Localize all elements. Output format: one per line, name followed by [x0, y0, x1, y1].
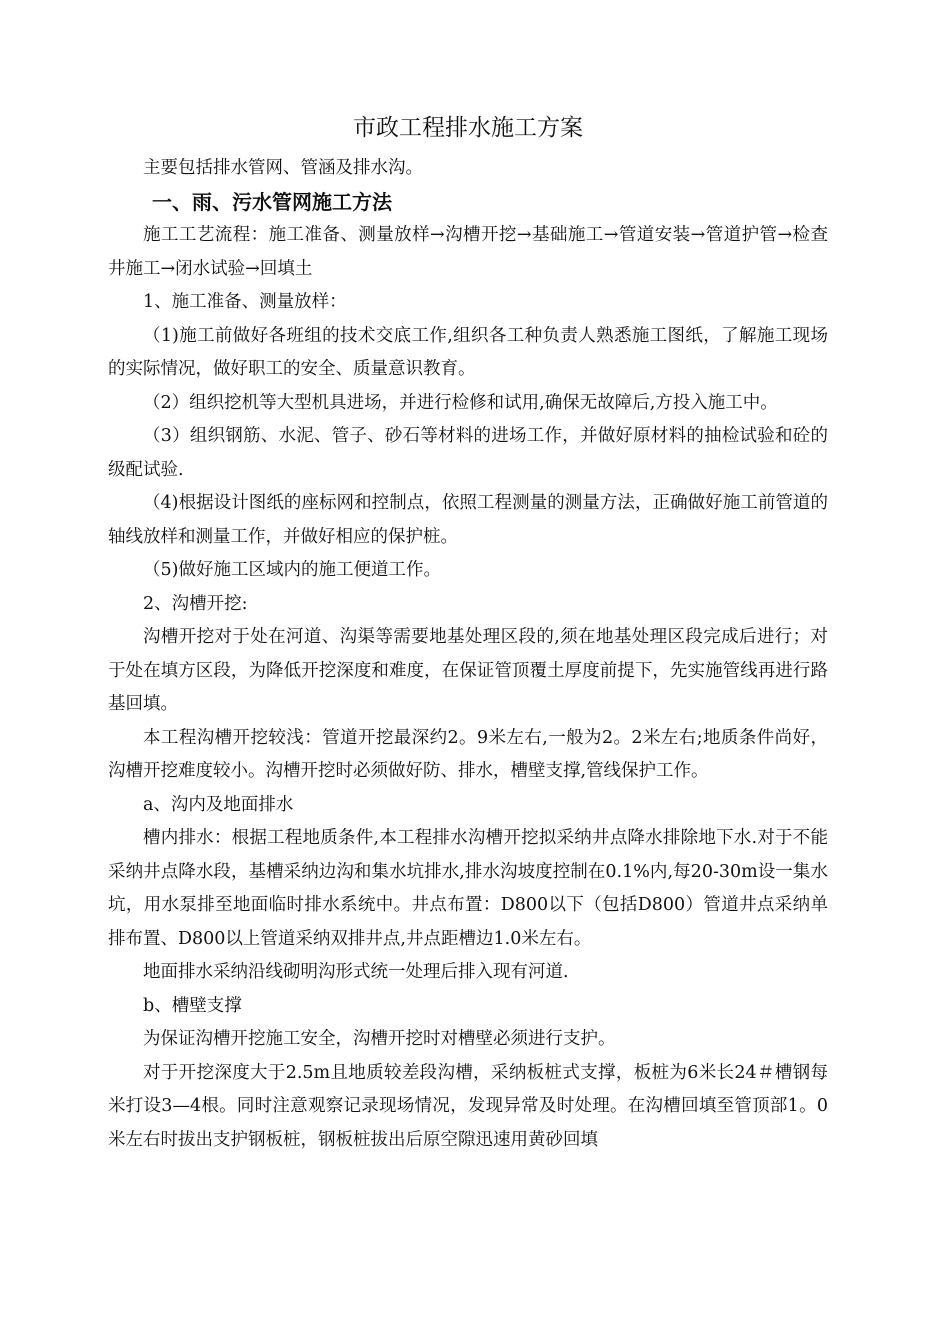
- paragraph-item1: （1)施工前做好各班组的技术交底工作,组织各工种负责人熟悉施工图纸，了解施工现场的实际情况，做好职工的安全、质量意识教育。: [108, 325, 828, 379]
- paragraph-item2: （2）组织挖机等大型机具进场，并进行检修和试用,确保无故障后,方投入施工中。: [143, 392, 778, 413]
- paragraph-sheet-pile: 对于开挖深度大于2.5m且地质较差段沟槽，采纳板桩式支撑，板桩为6米长24＃槽钢每米打设3—4根。同时注意观察记录现场情况，发现异常及时处理。在沟槽回填至管顶部1。0米左右时拔出支护钢板桩，钢板桩拔出后原空隙迅速用黄砂回填: [108, 1062, 828, 1150]
- document-page: [108, 104, 828, 1157]
- paragraph-step1-heading: 1、施工准备、测量放样：: [143, 292, 347, 312]
- paragraph-item5: （5)做好施工区域内的施工便道工作。: [143, 560, 441, 580]
- paragraph-subheading-b: b、槽壁支撑: [143, 995, 242, 1016]
- section-heading: 一、雨、污水管网施工方法: [152, 190, 392, 214]
- intro-paragraph: 主要包括排水管网、管涵及排水沟。: [143, 158, 423, 178]
- paragraph-item4: （4)根据设计图纸的座标网和控制点，依照工程测量的测量方法，正确做好施工前管道的轴线放样和测量工作，并做好相应的保护桩。: [108, 493, 828, 547]
- paragraph-trench-drainage: 槽内排水：根据工程地质条件,本工程排水沟槽开挖拟采纳井点降水排除地下水.对于不能采纳井点降水段，基槽采纳边沟和集水坑排水,排水沟坡度控制在0.1%内,每20-30m设一集水坑，用水泵排至地面临时排水系统中。井点布置：D800以下（包括D800）管道井点采纳单排布置、D800以上管道采纳双排井点,井点距槽边1.0米左右。: [108, 828, 828, 949]
- paragraph-subheading-a: a、沟内及地面排水: [143, 794, 294, 815]
- paragraph-ground-drainage: 地面排水采纳沿线砌明沟形式统一处理后排入现有河道.: [143, 962, 569, 982]
- paragraph-item3: （3）组织钢筋、水泥、管子、砂石等材料的进场工作，并做好原材料的抽检试验和砼的级配试验.: [108, 426, 828, 480]
- document-title: 市政工程排水施工方案: [353, 115, 583, 141]
- paragraph-support-intro: 为保证沟槽开挖施工安全，沟槽开挖时对槽壁必须进行支护。: [143, 1029, 616, 1049]
- paragraph-process-flow: 施工工艺流程：施工准备、测量放样→沟槽开挖→基础施工→管道安装→管道护管→检查井施工→闭水试验→回填土: [108, 225, 828, 279]
- paragraph-trench-excavation: 沟槽开挖对于处在河道、沟渠等需要地基处理区段的,须在地基处理区段完成后进行；对于处在填方区段，为降低开挖深度和难度，在保证管顶覆土厚度前提下，先实施管线再进行路基回填。: [108, 627, 828, 714]
- paragraph-excavation-depth: 本工程沟槽开挖较浅：管道开挖最深约2。9米左右,一般为2。2米左右;地质条件尚好，沟槽开挖难度较小。沟槽开挖时必须做好防、排水，槽壁支撑,管线保护工作。: [108, 727, 828, 781]
- paragraph-step2-heading: 2、沟槽开挖:: [143, 593, 248, 614]
